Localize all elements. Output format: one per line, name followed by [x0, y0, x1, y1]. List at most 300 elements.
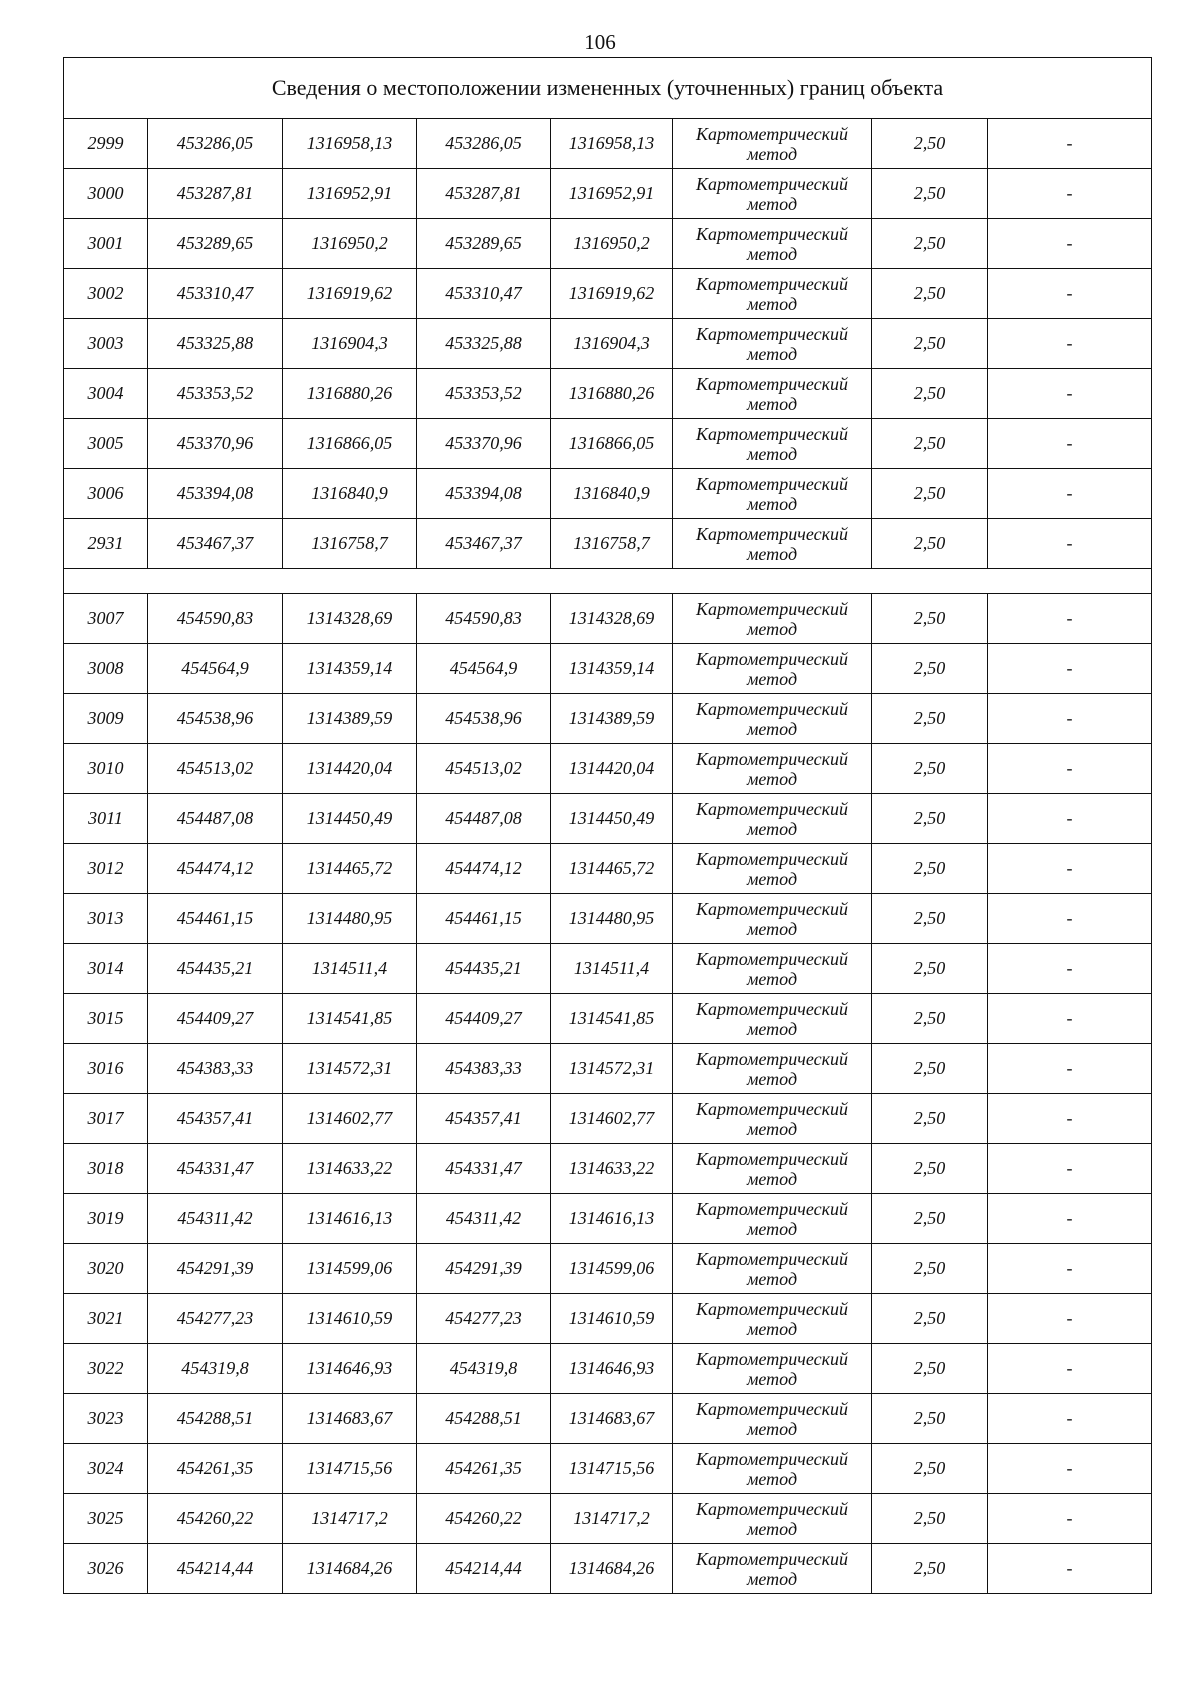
- point-number-cell: 3020: [64, 1244, 148, 1294]
- point-number-cell: 2999: [64, 119, 148, 169]
- y-new-cell: 1314465,72: [551, 844, 673, 894]
- x-existing-cell: 454474,12: [148, 844, 283, 894]
- table-row: [64, 1394, 1152, 1444]
- method-line-2: метод: [746, 818, 798, 839]
- method-cell: [673, 694, 872, 744]
- method-line-1: Картометрический: [695, 1448, 848, 1469]
- table-row: [64, 1244, 1152, 1294]
- table-row: [64, 269, 1152, 319]
- y-existing-cell: 1314465,72: [283, 844, 417, 894]
- description-cell: -: [988, 1444, 1152, 1494]
- x-new-cell: 454311,42: [417, 1194, 551, 1244]
- method-line-2: метод: [746, 193, 798, 214]
- accuracy-cell: 2,50: [872, 1544, 988, 1594]
- x-new-cell: 454214,44: [417, 1544, 551, 1594]
- x-existing-cell: 453325,88: [148, 319, 283, 369]
- table-row: [64, 219, 1152, 269]
- accuracy-cell: 2,50: [872, 844, 988, 894]
- point-number-cell: 3010: [64, 744, 148, 794]
- table-row: [64, 369, 1152, 419]
- accuracy-cell: 2,50: [872, 594, 988, 644]
- accuracy-cell: 2,50: [872, 1144, 988, 1194]
- accuracy-cell: 2,50: [872, 1094, 988, 1144]
- point-number-cell: 2931: [64, 519, 148, 569]
- method-line-1: Картометрический: [695, 423, 848, 444]
- x-existing-cell: 454288,51: [148, 1394, 283, 1444]
- table-row: [64, 744, 1152, 794]
- table-row: [64, 894, 1152, 944]
- x-existing-cell: 454311,42: [148, 1194, 283, 1244]
- method-line-1: Картометрический: [695, 473, 848, 494]
- y-new-cell: 1314646,93: [551, 1344, 673, 1394]
- x-new-cell: 454564,9: [417, 644, 551, 694]
- x-existing-cell: 454277,23: [148, 1294, 283, 1344]
- method-line-2: метод: [746, 1418, 798, 1439]
- x-existing-cell: 453394,08: [148, 469, 283, 519]
- method-line-2: метод: [746, 143, 798, 164]
- y-existing-cell: 1314633,22: [283, 1144, 417, 1194]
- method-line-1: Картометрический: [695, 598, 848, 619]
- table-title-row: [64, 58, 1152, 119]
- y-existing-cell: 1314715,56: [283, 1444, 417, 1494]
- y-existing-cell: 1316866,05: [283, 419, 417, 469]
- y-existing-cell: 1314717,2: [283, 1494, 417, 1544]
- x-existing-cell: 454435,21: [148, 944, 283, 994]
- page-number: 106: [584, 30, 616, 54]
- method-line-2: метод: [746, 443, 798, 464]
- description-cell: -: [988, 644, 1152, 694]
- accuracy-cell: 2,50: [872, 794, 988, 844]
- description-cell: -: [988, 1144, 1152, 1194]
- method-cell: [673, 419, 872, 469]
- method-line-2: метод: [746, 493, 798, 514]
- y-new-cell: 1316919,62: [551, 269, 673, 319]
- y-new-cell: 1314599,06: [551, 1244, 673, 1294]
- description-cell: -: [988, 694, 1152, 744]
- y-new-cell: 1314610,59: [551, 1294, 673, 1344]
- y-existing-cell: 1316952,91: [283, 169, 417, 219]
- x-existing-cell: 453467,37: [148, 519, 283, 569]
- method-cell: [673, 1044, 872, 1094]
- y-existing-cell: 1314646,93: [283, 1344, 417, 1394]
- point-number-cell: 3013: [64, 894, 148, 944]
- y-new-cell: 1314715,56: [551, 1444, 673, 1494]
- x-existing-cell: 454487,08: [148, 794, 283, 844]
- table-row: [64, 944, 1152, 994]
- accuracy-cell: 2,50: [872, 219, 988, 269]
- method-line-1: Картометрический: [695, 648, 848, 669]
- table-row: [64, 994, 1152, 1044]
- description-cell: -: [988, 744, 1152, 794]
- description-cell: -: [988, 519, 1152, 569]
- y-existing-cell: 1314328,69: [283, 594, 417, 644]
- method-line-1: Картометрический: [695, 798, 848, 819]
- x-new-cell: 454590,83: [417, 594, 551, 644]
- method-cell: [673, 119, 872, 169]
- x-new-cell: 453353,52: [417, 369, 551, 419]
- table-row: [64, 1444, 1152, 1494]
- method-cell: [673, 319, 872, 369]
- y-existing-cell: 1316758,7: [283, 519, 417, 569]
- point-number-cell: 3002: [64, 269, 148, 319]
- y-existing-cell: 1316840,9: [283, 469, 417, 519]
- method-line-1: Картометрический: [695, 998, 848, 1019]
- method-line-2: метод: [746, 1068, 798, 1089]
- table-row: [64, 1294, 1152, 1344]
- method-line-2: метод: [746, 1568, 798, 1589]
- method-cell: [673, 594, 872, 644]
- y-existing-cell: 1314541,85: [283, 994, 417, 1044]
- y-existing-cell: 1314389,59: [283, 694, 417, 744]
- method-cell: [673, 894, 872, 944]
- y-existing-cell: 1316919,62: [283, 269, 417, 319]
- table-row: [64, 1194, 1152, 1244]
- y-existing-cell: 1316880,26: [283, 369, 417, 419]
- method-cell: [673, 1344, 872, 1394]
- method-line-2: метод: [746, 243, 798, 264]
- method-line-2: метод: [746, 1218, 798, 1239]
- point-number-cell: 3001: [64, 219, 148, 269]
- y-existing-cell: 1314683,67: [283, 1394, 417, 1444]
- x-new-cell: 453325,88: [417, 319, 551, 369]
- method-line-2: метод: [746, 1168, 798, 1189]
- y-existing-cell: 1314480,95: [283, 894, 417, 944]
- y-new-cell: 1314616,13: [551, 1194, 673, 1244]
- point-number-cell: 3009: [64, 694, 148, 744]
- x-new-cell: 454277,23: [417, 1294, 551, 1344]
- description-cell: -: [988, 319, 1152, 369]
- description-cell: -: [988, 219, 1152, 269]
- x-existing-cell: 454331,47: [148, 1144, 283, 1194]
- y-existing-cell: 1314572,31: [283, 1044, 417, 1094]
- method-cell: [673, 1444, 872, 1494]
- description-cell: -: [988, 269, 1152, 319]
- y-new-cell: 1314602,77: [551, 1094, 673, 1144]
- x-new-cell: 454409,27: [417, 994, 551, 1044]
- method-cell: [673, 1194, 872, 1244]
- description-cell: -: [988, 1194, 1152, 1244]
- table-row: [64, 1144, 1152, 1194]
- x-new-cell: 453286,05: [417, 119, 551, 169]
- method-line-1: Картометрический: [695, 948, 848, 969]
- method-line-1: Картометрический: [695, 748, 848, 769]
- y-new-cell: 1314572,31: [551, 1044, 673, 1094]
- x-new-cell: 453287,81: [417, 169, 551, 219]
- method-line-1: Картометрический: [695, 273, 848, 294]
- accuracy-cell: 2,50: [872, 169, 988, 219]
- method-cell: [673, 1244, 872, 1294]
- method-line-2: метод: [746, 868, 798, 889]
- x-existing-cell: 454513,02: [148, 744, 283, 794]
- x-new-cell: 454383,33: [417, 1044, 551, 1094]
- method-line-1: Картометрический: [695, 1298, 848, 1319]
- table-row: [64, 1044, 1152, 1094]
- y-existing-cell: 1314450,49: [283, 794, 417, 844]
- y-existing-cell: 1314420,04: [283, 744, 417, 794]
- description-cell: -: [988, 1294, 1152, 1344]
- accuracy-cell: 2,50: [872, 319, 988, 369]
- method-cell: [673, 1394, 872, 1444]
- x-new-cell: 454260,22: [417, 1494, 551, 1544]
- point-number-cell: 3023: [64, 1394, 148, 1444]
- point-number-cell: 3025: [64, 1494, 148, 1544]
- method-line-1: Картометрический: [695, 373, 848, 394]
- description-cell: -: [988, 469, 1152, 519]
- y-new-cell: 1316880,26: [551, 369, 673, 419]
- y-existing-cell: 1314610,59: [283, 1294, 417, 1344]
- method-line-2: метод: [746, 1368, 798, 1389]
- method-cell: [673, 169, 872, 219]
- accuracy-cell: 2,50: [872, 1194, 988, 1244]
- table-row: [64, 1494, 1152, 1544]
- method-line-2: метод: [746, 343, 798, 364]
- method-line-2: метод: [746, 918, 798, 939]
- description-cell: -: [988, 794, 1152, 844]
- method-line-1: Картометрический: [695, 1198, 848, 1219]
- method-line-1: Картометрический: [695, 1148, 848, 1169]
- table-row: [64, 469, 1152, 519]
- method-line-2: метод: [746, 718, 798, 739]
- method-cell: [673, 219, 872, 269]
- x-existing-cell: 454590,83: [148, 594, 283, 644]
- point-number-cell: 3006: [64, 469, 148, 519]
- y-new-cell: 1314717,2: [551, 1494, 673, 1544]
- point-number-cell: 3015: [64, 994, 148, 1044]
- x-new-cell: 454357,41: [417, 1094, 551, 1144]
- table-row: [64, 519, 1152, 569]
- accuracy-cell: 2,50: [872, 1044, 988, 1094]
- point-number-cell: 3000: [64, 169, 148, 219]
- table-row: [64, 419, 1152, 469]
- method-line-1: Картометрический: [695, 848, 848, 869]
- method-line-2: метод: [746, 393, 798, 414]
- y-new-cell: 1314511,4: [551, 944, 673, 994]
- x-new-cell: 454474,12: [417, 844, 551, 894]
- x-existing-cell: 453310,47: [148, 269, 283, 319]
- point-number-cell: 3011: [64, 794, 148, 844]
- accuracy-cell: 2,50: [872, 944, 988, 994]
- y-existing-cell: 1314684,26: [283, 1544, 417, 1594]
- description-cell: -: [988, 1044, 1152, 1094]
- method-line-2: метод: [746, 1468, 798, 1489]
- group-separator-row: [64, 569, 1152, 594]
- y-existing-cell: 1316904,3: [283, 319, 417, 369]
- y-existing-cell: 1314511,4: [283, 944, 417, 994]
- x-new-cell: 454513,02: [417, 744, 551, 794]
- x-existing-cell: 454564,9: [148, 644, 283, 694]
- table-row: [64, 119, 1152, 169]
- method-cell: [673, 369, 872, 419]
- point-number-cell: 3026: [64, 1544, 148, 1594]
- method-cell: [673, 1144, 872, 1194]
- x-existing-cell: 453370,96: [148, 419, 283, 469]
- boundary-coordinates-table: [63, 57, 1152, 1594]
- point-number-cell: 3016: [64, 1044, 148, 1094]
- accuracy-cell: 2,50: [872, 269, 988, 319]
- method-line-2: метод: [746, 1518, 798, 1539]
- y-new-cell: 1316958,13: [551, 119, 673, 169]
- x-new-cell: 454291,39: [417, 1244, 551, 1294]
- accuracy-cell: 2,50: [872, 419, 988, 469]
- method-line-2: метод: [746, 293, 798, 314]
- y-existing-cell: 1314602,77: [283, 1094, 417, 1144]
- method-line-1: Картометрический: [695, 1248, 848, 1269]
- y-new-cell: 1316950,2: [551, 219, 673, 269]
- accuracy-cell: 2,50: [872, 1244, 988, 1294]
- method-line-2: метод: [746, 768, 798, 789]
- x-existing-cell: 454319,8: [148, 1344, 283, 1394]
- x-new-cell: 454435,21: [417, 944, 551, 994]
- point-number-cell: 3003: [64, 319, 148, 369]
- table-row: [64, 794, 1152, 844]
- x-existing-cell: 454291,39: [148, 1244, 283, 1294]
- accuracy-cell: 2,50: [872, 894, 988, 944]
- x-existing-cell: 454261,35: [148, 1444, 283, 1494]
- table-row: [64, 644, 1152, 694]
- y-new-cell: 1316758,7: [551, 519, 673, 569]
- method-cell: [673, 794, 872, 844]
- method-line-1: Картометрический: [695, 1498, 848, 1519]
- table-row: [64, 319, 1152, 369]
- x-new-cell: 454261,35: [417, 1444, 551, 1494]
- method-line-1: Картометрический: [695, 1348, 848, 1369]
- group-separator-cell: [64, 569, 1152, 594]
- x-new-cell: 453289,65: [417, 219, 551, 269]
- method-cell: [673, 269, 872, 319]
- method-cell: [673, 469, 872, 519]
- x-existing-cell: 454357,41: [148, 1094, 283, 1144]
- y-new-cell: 1314328,69: [551, 594, 673, 644]
- y-new-cell: 1314541,85: [551, 994, 673, 1044]
- x-new-cell: 454461,15: [417, 894, 551, 944]
- y-new-cell: 1314450,49: [551, 794, 673, 844]
- x-new-cell: 453370,96: [417, 419, 551, 469]
- point-number-cell: 3008: [64, 644, 148, 694]
- x-new-cell: 454331,47: [417, 1144, 551, 1194]
- accuracy-cell: 2,50: [872, 1344, 988, 1394]
- method-line-2: метод: [746, 543, 798, 564]
- method-line-2: метод: [746, 668, 798, 689]
- method-line-2: метод: [746, 1118, 798, 1139]
- x-existing-cell: 454260,22: [148, 1494, 283, 1544]
- accuracy-cell: 2,50: [872, 119, 988, 169]
- method-line-2: метод: [746, 1318, 798, 1339]
- point-number-cell: 3018: [64, 1144, 148, 1194]
- description-cell: -: [988, 894, 1152, 944]
- y-existing-cell: 1314599,06: [283, 1244, 417, 1294]
- x-existing-cell: 453353,52: [148, 369, 283, 419]
- y-existing-cell: 1316958,13: [283, 119, 417, 169]
- description-cell: -: [988, 119, 1152, 169]
- y-new-cell: 1314480,95: [551, 894, 673, 944]
- accuracy-cell: 2,50: [872, 369, 988, 419]
- description-cell: -: [988, 1094, 1152, 1144]
- method-cell: [673, 1494, 872, 1544]
- description-cell: -: [988, 1394, 1152, 1444]
- description-cell: -: [988, 944, 1152, 994]
- method-line-2: метод: [746, 968, 798, 989]
- x-existing-cell: 454214,44: [148, 1544, 283, 1594]
- table-row: [64, 594, 1152, 644]
- y-new-cell: 1316866,05: [551, 419, 673, 469]
- description-cell: -: [988, 419, 1152, 469]
- method-cell: [673, 519, 872, 569]
- x-new-cell: 454487,08: [417, 794, 551, 844]
- x-new-cell: 454319,8: [417, 1344, 551, 1394]
- x-existing-cell: 453286,05: [148, 119, 283, 169]
- x-new-cell: 454288,51: [417, 1394, 551, 1444]
- point-number-cell: 3017: [64, 1094, 148, 1144]
- x-new-cell: 453467,37: [417, 519, 551, 569]
- point-number-cell: 3004: [64, 369, 148, 419]
- description-cell: -: [988, 1544, 1152, 1594]
- table-row: [64, 694, 1152, 744]
- accuracy-cell: 2,50: [872, 1444, 988, 1494]
- accuracy-cell: 2,50: [872, 644, 988, 694]
- point-number-cell: 3005: [64, 419, 148, 469]
- y-existing-cell: 1314616,13: [283, 1194, 417, 1244]
- method-cell: [673, 1544, 872, 1594]
- accuracy-cell: 2,50: [872, 1494, 988, 1544]
- point-number-cell: 3019: [64, 1194, 148, 1244]
- description-cell: -: [988, 844, 1152, 894]
- accuracy-cell: 2,50: [872, 994, 988, 1044]
- y-new-cell: 1316904,3: [551, 319, 673, 369]
- description-cell: -: [988, 169, 1152, 219]
- x-existing-cell: 453289,65: [148, 219, 283, 269]
- method-line-2: метод: [746, 1268, 798, 1289]
- accuracy-cell: 2,50: [872, 469, 988, 519]
- method-line-1: Картометрический: [695, 173, 848, 194]
- method-cell: [673, 1294, 872, 1344]
- point-number-cell: 3022: [64, 1344, 148, 1394]
- point-number-cell: 3014: [64, 944, 148, 994]
- y-new-cell: 1314633,22: [551, 1144, 673, 1194]
- y-new-cell: 1314684,26: [551, 1544, 673, 1594]
- description-cell: -: [988, 594, 1152, 644]
- x-existing-cell: 454538,96: [148, 694, 283, 744]
- x-existing-cell: 454409,27: [148, 994, 283, 1044]
- method-line-1: Картометрический: [695, 523, 848, 544]
- accuracy-cell: 2,50: [872, 519, 988, 569]
- y-new-cell: 1316952,91: [551, 169, 673, 219]
- method-line-2: метод: [746, 1018, 798, 1039]
- method-line-1: Картометрический: [695, 123, 848, 144]
- point-number-cell: 3007: [64, 594, 148, 644]
- y-new-cell: 1314359,14: [551, 644, 673, 694]
- method-line-1: Картометрический: [695, 223, 848, 244]
- method-line-2: метод: [746, 618, 798, 639]
- table-row: [64, 1094, 1152, 1144]
- method-cell: [673, 994, 872, 1044]
- method-cell: [673, 644, 872, 694]
- method-cell: [673, 744, 872, 794]
- method-cell: [673, 944, 872, 994]
- table-row: [64, 844, 1152, 894]
- table-title: Сведения о местоположении измененных (уточненных) границ объекта: [64, 58, 1152, 119]
- description-cell: -: [988, 1494, 1152, 1544]
- accuracy-cell: 2,50: [872, 1394, 988, 1444]
- y-existing-cell: 1314359,14: [283, 644, 417, 694]
- x-new-cell: 453310,47: [417, 269, 551, 319]
- description-cell: -: [988, 369, 1152, 419]
- method-cell: [673, 1094, 872, 1144]
- y-new-cell: 1314420,04: [551, 744, 673, 794]
- y-new-cell: 1314683,67: [551, 1394, 673, 1444]
- accuracy-cell: 2,50: [872, 744, 988, 794]
- table-row: [64, 169, 1152, 219]
- table-row: [64, 1344, 1152, 1394]
